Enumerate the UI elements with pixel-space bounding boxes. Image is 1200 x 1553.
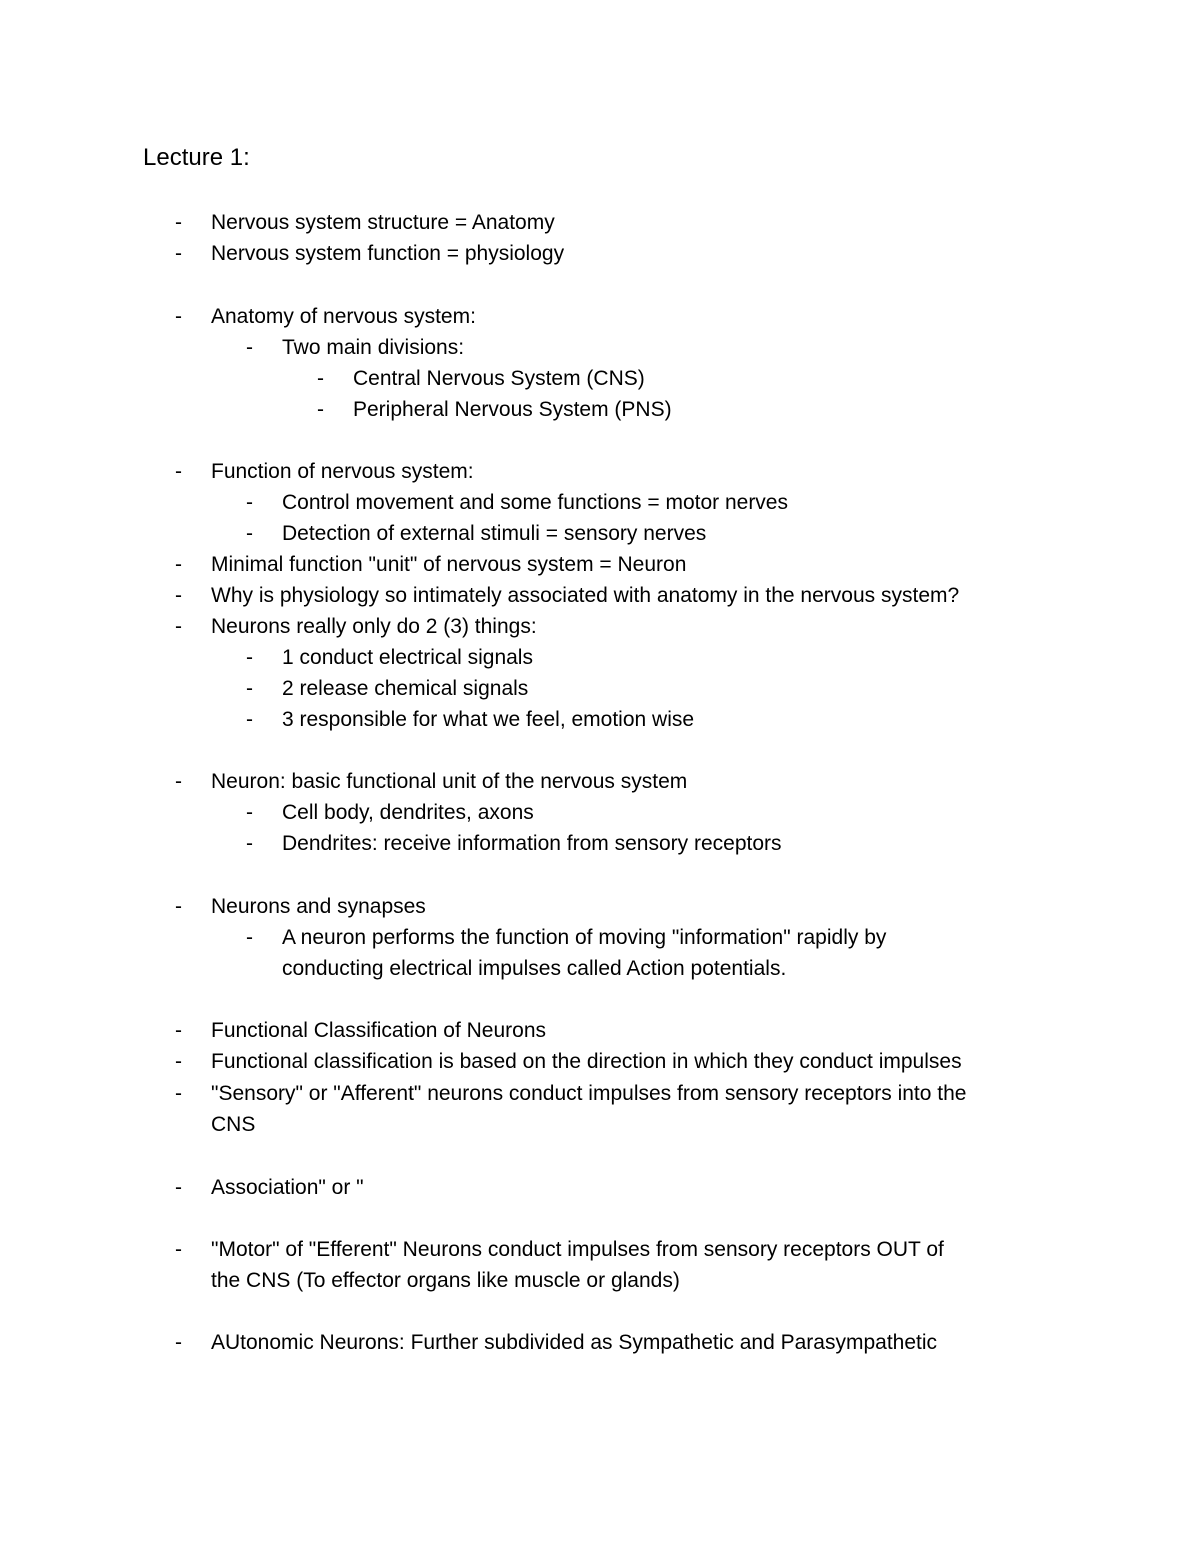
list-item-text: "Sensory" or "Afferent" neurons conduct impulses from sensory receptors into the [211,1082,967,1105]
list-item-text: Functional Classification of Neurons [211,1019,546,1042]
bullet-dash: - [175,770,182,793]
list-item-text: Dendrites: receive information from sensory receptors [282,832,782,855]
bullet-dash: - [246,832,253,855]
list-item-text: 3 responsible for what we feel, emotion wise [282,708,695,731]
list-item-text: Detection of external stimuli = sensory nerves [282,522,707,545]
bullet-dash: - [175,1331,182,1354]
list-item-text: Cell body, dendrites, axons [282,801,534,824]
list-item-text: Nervous system function = physiology [211,242,565,265]
list-item-text: 2 release chemical signals [282,677,529,700]
bullet-dash: - [175,1176,182,1199]
bullet-dash: - [175,305,182,328]
bullet-dash: - [246,677,253,700]
bullet-dash: - [175,615,182,638]
list-item-text: Association" or " [211,1176,364,1199]
bullet-dash: - [246,926,253,949]
bullet-dash: - [246,646,253,669]
bullet-dash: - [246,336,253,359]
bullet-dash: - [246,708,253,731]
list-item-text: 1 conduct electrical signals [282,646,533,669]
list-item-text: Nervous system structure = Anatomy [211,211,555,234]
bullet-dash: - [246,801,253,824]
list-item-text: A neuron performs the function of moving "information" rapidly by [282,926,887,949]
list-item-text: Functional classification is based on the direction in which they conduct impulses [211,1050,962,1073]
list-item-text: AUtonomic Neurons: Further subdivided as Sympathetic and Parasympathetic [211,1331,938,1354]
list-item-text: Control movement and some functions = motor nerves [282,491,788,514]
bullet-dash: - [175,553,182,576]
bullet-dash: - [175,460,182,483]
bullet-dash: - [175,1050,182,1073]
bullet-dash: - [175,1082,182,1105]
list-item-continuation: CNS [211,1113,256,1136]
bullet-dash: - [175,584,182,607]
list-item-text: "Motor" of "Efferent" Neurons conduct impulses from sensory receptors OUT of [211,1238,944,1261]
bullet-dash: - [175,1019,182,1042]
list-item-text: Neuron: basic functional unit of the nervous system [211,770,688,793]
bullet-dash: - [175,211,182,234]
bullet-dash: - [246,491,253,514]
list-item-text: Peripheral Nervous System (PNS) [353,398,672,421]
bullet-dash: - [317,398,324,421]
list-item-text: Central Nervous System (CNS) [353,367,645,390]
list-item-text: Anatomy of nervous system: [211,305,476,328]
bullet-dash: - [317,367,324,390]
bullet-dash: - [175,895,182,918]
list-item-text: Neurons and synapses [211,895,426,918]
bullet-dash: - [175,1238,182,1261]
list-item-continuation: conducting electrical impulses called Action potentials. [282,957,787,980]
list-item-text: Two main divisions: [282,336,465,359]
page-title: Lecture 1: [143,144,250,171]
list-item-text: Minimal function "unit" of nervous system = Neuron [211,553,687,576]
bullet-dash: - [246,522,253,545]
list-item-text: Neurons really only do 2 (3) things: [211,615,537,638]
list-item-text: Why is physiology so intimately associated with anatomy in the nervous system? [211,584,960,607]
list-item-text: Function of nervous system: [211,460,474,483]
bullet-dash: - [175,242,182,265]
list-item-continuation: the CNS (To effector organs like muscle or glands) [211,1269,680,1292]
